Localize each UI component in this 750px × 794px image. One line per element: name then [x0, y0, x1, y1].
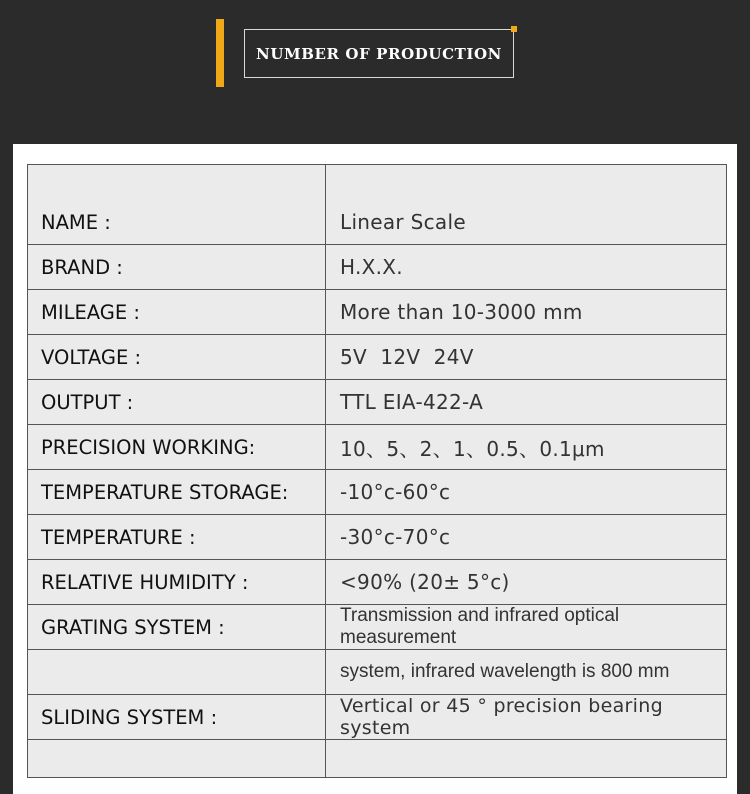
- spec-value: Vertical or 45 ° precision bearing system: [326, 695, 727, 740]
- table-row: [28, 290, 727, 335]
- table-row: [28, 335, 727, 380]
- title-corner-dot: [511, 26, 517, 32]
- spec-label: VOLTAGE :: [28, 335, 326, 380]
- table-row: [28, 515, 727, 560]
- spec-sheet: [13, 144, 737, 794]
- spec-label: BRAND :: [28, 245, 326, 290]
- spec-value: TTL EIA-422-A: [326, 380, 727, 425]
- table-row: [28, 605, 727, 650]
- spec-value: -30°c-70°c: [326, 515, 727, 560]
- table-row: [28, 650, 727, 695]
- spec-value: Transmission and infrared optical measurement: [326, 605, 727, 650]
- spec-label: TEMPERATURE :: [28, 515, 326, 560]
- spec-value: More than 10-3000 mm: [326, 290, 727, 335]
- spec-table: [27, 164, 727, 778]
- table-row: [28, 470, 727, 515]
- spec-label: MILEAGE :: [28, 290, 326, 335]
- table-row: [28, 695, 727, 740]
- spec-label: RELATIVE HUMIDITY :: [28, 560, 326, 605]
- spec-value: <90% (20± 5°c): [326, 560, 727, 605]
- section-title: NUMBER OF PRODUCTION: [256, 44, 502, 63]
- section-title-box: [244, 29, 514, 78]
- spec-label: [28, 650, 326, 695]
- table-row: [28, 740, 727, 778]
- spec-value: -10°c-60°c: [326, 470, 727, 515]
- spec-value: H.X.X.: [326, 245, 727, 290]
- spec-label: NAME :: [28, 165, 326, 245]
- spec-label: GRATING SYSTEM :: [28, 605, 326, 650]
- spec-label: TEMPERATURE STORAGE:: [28, 470, 326, 515]
- spec-value: system, infrared wavelength is 800 mm: [326, 650, 727, 695]
- spec-label: OUTPUT :: [28, 380, 326, 425]
- accent-bar: [216, 19, 224, 87]
- spec-value: 5V 12V 24V: [326, 335, 727, 380]
- spec-value: 10、5、2、1、0.5、0.1μm: [326, 425, 727, 470]
- spec-value: Linear Scale: [326, 165, 727, 245]
- table-row: [28, 245, 727, 290]
- spec-value: [326, 740, 727, 778]
- table-row: [28, 165, 727, 245]
- table-row: [28, 425, 727, 470]
- spec-label: PRECISION WORKING:: [28, 425, 326, 470]
- spec-label: [28, 740, 326, 778]
- table-row: [28, 560, 727, 605]
- table-row: [28, 380, 727, 425]
- spec-label: SLIDING SYSTEM :: [28, 695, 326, 740]
